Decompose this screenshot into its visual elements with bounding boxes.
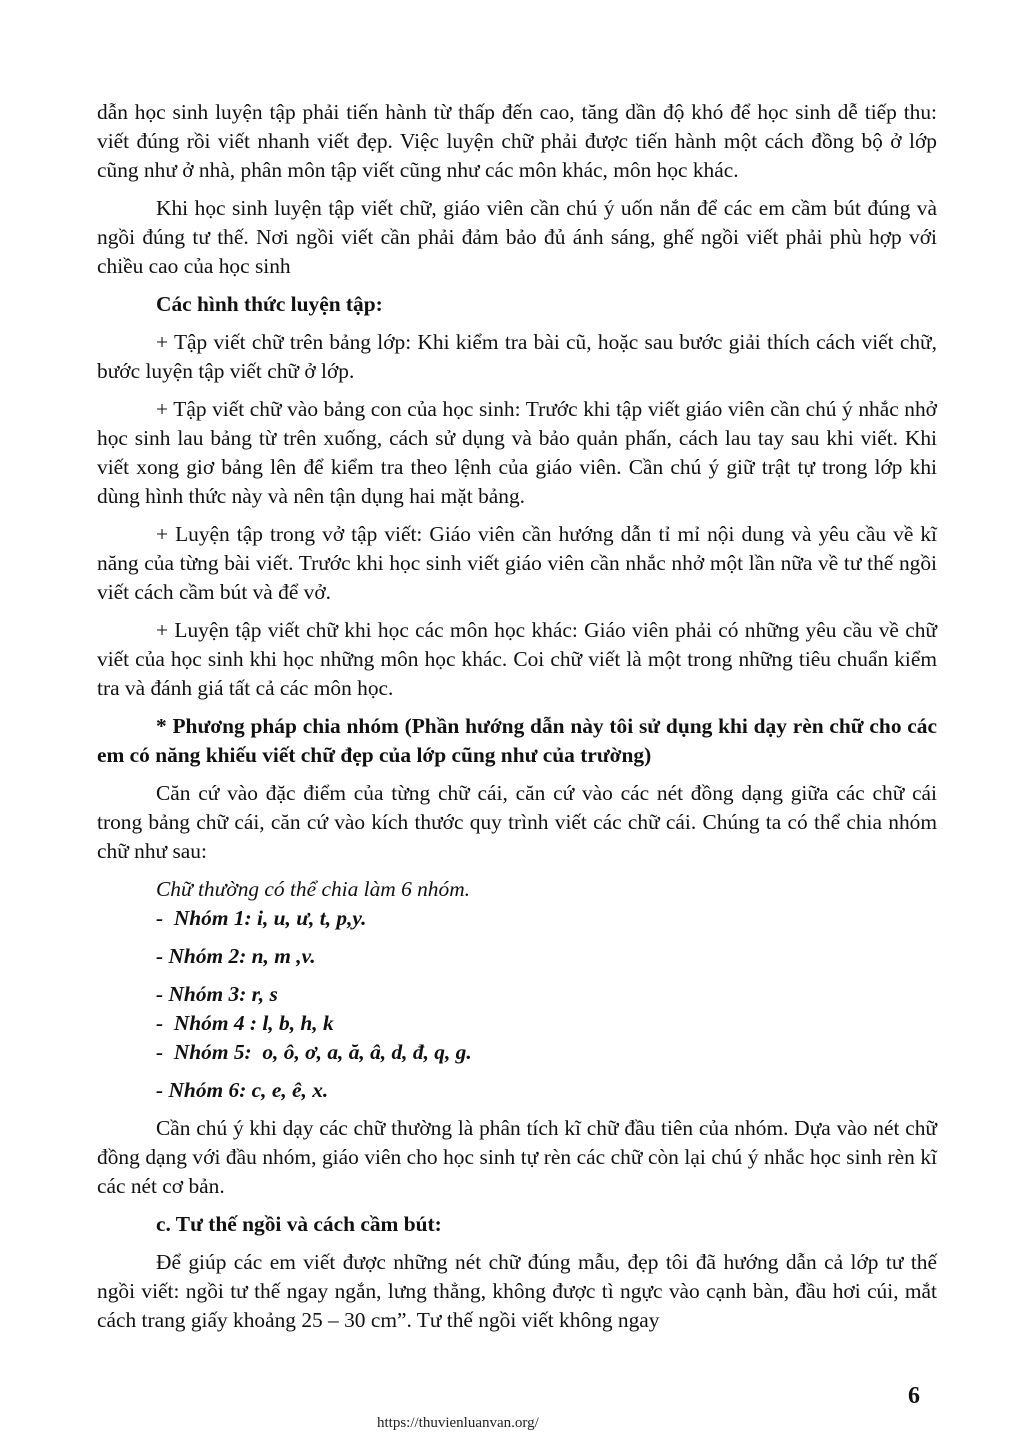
paragraph: + Luyện tập trong vở tập viết: Giáo viên cần hướng dẫn tỉ mỉ nội dung và yêu cầu về kĩ năng của từng bài viết. Trước khi học sinh viết giáo viên cần nhắc nhở một lần nữa về tư thế ngồi viết cách cầm bút và để vở.	[97, 522, 937, 604]
letter-groups	[156, 875, 937, 1114]
paragraph: Khi học sinh luyện tập viết chữ, giáo viên cần chú ý uốn nắn để các em cầm bút đúng và ngồi đúng tư thế. Nơi ngồi viết cần phải đảm bảo đủ ánh sáng, ghế ngồi viết phải phù hợp với chiều cao của học sinh	[97, 196, 937, 278]
group-item: - Nhóm 6: c, e, ê, x.	[156, 1078, 329, 1102]
section-heading: c. Tư thế ngồi và cách cầm bút:	[156, 1212, 442, 1236]
paragraph: dẫn học sinh luyện tập phải tiến hành từ thấp đến cao, tăng dần độ khó để học sinh dễ tiếp thu: viết đúng rồi viết nhanh viết đẹp. Việc luyện chữ phải được tiến hành một cách đồng bộ ở lớp cũng như ở nhà, phân môn tập viết cũng như các môn khác, môn học khác.	[97, 100, 937, 182]
paragraph: Cần chú ý khi dạy các chữ thường là phân tích kĩ chữ đầu tiên của nhóm. Dựa vào nét chữ đồng dạng với đầu nhóm, giáo viên cho học sinh tự rèn các chữ còn lại chú ý nhắc học sinh rèn kĩ các nét cơ bản.	[97, 1116, 937, 1198]
group-item: - Nhóm 2: n, m ,v.	[156, 944, 316, 968]
group-item: - Nhóm 3: r, s	[156, 982, 278, 1006]
group-item: - Nhóm 4 : l, b, h, k	[156, 1011, 334, 1035]
paragraph: + Tập viết chữ vào bảng con của học sinh: Trước khi tập viết giáo viên cần chú ý nhắc nhở học sinh lau bảng từ trên xuống, cách sử dụng và bảo quản phấn, cách lau tay sau khi viết. Khi viết xong giơ bảng lên để kiểm tra theo lệnh của giáo viên. Cần chú ý giữ trật tự trong lớp khi dùng hình thức này và nên tận dụng hai mặt bảng.	[97, 397, 937, 508]
page-number: 6	[908, 1383, 920, 1409]
group-item: - Nhóm 1: i, u, ư, t, p,y.	[156, 906, 367, 930]
paragraph: + Tập viết chữ trên bảng lớp: Khi kiểm tra bài cũ, hoặc sau bước giải thích cách viết chữ, bước luyện tập viết chữ ở lớp.	[97, 330, 937, 383]
group-item: - Nhóm 5: o, ô, ơ, a, ă, â, d, đ, q, g.	[156, 1040, 472, 1064]
paragraph: + Luyện tập viết chữ khi học các môn học khác: Giáo viên phải có những yêu cầu về chữ viết của học sinh khi học những môn học khác. Coi chữ viết là một trong những tiêu chuẩn kiểm tra và đánh giá tất cả các môn học.	[97, 618, 937, 700]
footer-url[interactable]: https://thuvienluanvan.org/	[377, 1415, 539, 1431]
paragraph: Căn cứ vào đặc điểm của từng chữ cái, căn cứ vào các nét đồng dạng giữa các chữ cái trong bảng chữ cái, căn cứ vào kích thước quy trình viết các chữ cái. Chúng ta có thể chia nhóm chữ như sau:	[97, 781, 937, 863]
document-body	[97, 98, 937, 1344]
paragraph: Để giúp các em viết được những nét chữ đúng mẫu, đẹp tôi đã hướng dẫn cả lớp tư thế ngồi viết: ngồi tư thế ngay ngắn, lưng thẳng, không được tì ngực vào cạnh bàn, đầu hơi cúi, mắt cách trang giấy khoảng 25 – 30 cm”. Tư thế ngồi viết không ngay	[97, 1250, 937, 1332]
section-heading: Các hình thức luyện tập:	[156, 292, 383, 316]
groups-intro: Chữ thường có thể chia làm 6 nhóm.	[156, 877, 470, 901]
section-heading: * Phương pháp chia nhóm (Phần hướng dẫn này tôi sử dụng khi dạy rèn chữ cho các em có năng khiếu viết chữ đẹp của lớp cũng như của trường)	[97, 714, 937, 767]
